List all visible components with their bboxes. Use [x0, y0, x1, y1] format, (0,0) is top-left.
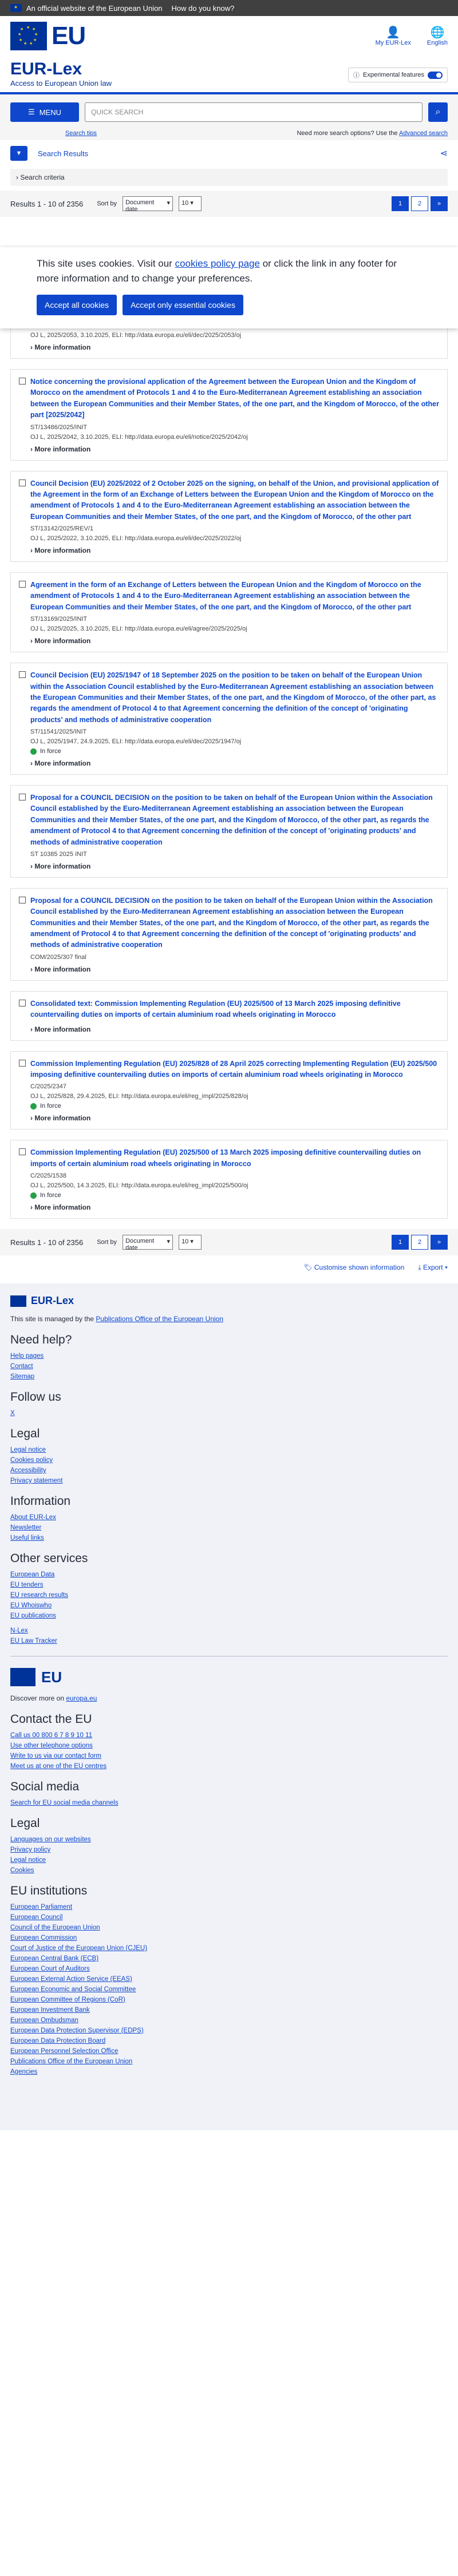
footer-link[interactable]: EU research results	[10, 1592, 68, 1599]
result-oj: OJ L, 2025/1947, 24.9.2025, ELI: http://data.europa.eu/eli/dec/2025/1947/oj	[30, 738, 242, 745]
footer-link[interactable]: Legal notice	[10, 1857, 46, 1864]
more-information-toggle[interactable]: › More information	[30, 546, 91, 554]
search-icon: ⌕	[435, 107, 441, 117]
more-information-label: More information	[34, 445, 91, 453]
contact-links	[10, 1732, 448, 1770]
result-title-link[interactable]: Notice concerning the provisional application of the Agreement between the European Union and the Kingdom of Morocco on the amendment of Protocols 1 and 4 to the Euro-Mediterranean Agreement establishing an association between the European Communities and their Member States, of the one part, and the Kingdom of Morocco, of the other part [2025/2042]	[30, 378, 439, 419]
follow-heading: Follow us	[10, 1390, 61, 1404]
footer-link[interactable]: Useful links	[10, 1535, 44, 1541]
legal-heading: Legal	[10, 1427, 40, 1440]
result-item	[10, 991, 448, 1041]
footer-link[interactable]: European Council	[10, 1914, 63, 1921]
footer-link[interactable]: Privacy policy	[10, 1846, 51, 1853]
select-checkbox[interactable]	[19, 581, 26, 588]
per-page-value: 10	[181, 200, 189, 207]
more-information-label: More information	[34, 862, 91, 870]
pagination	[392, 196, 448, 211]
result-code: C/2025/1538	[30, 1172, 66, 1179]
legal-links	[10, 1446, 448, 1484]
toggle-switch[interactable]	[428, 72, 443, 79]
accept-essential-cookies-button[interactable]: Accept only essential cookies	[123, 295, 243, 315]
cookie-text-2: or click the link in any footer for more information and to change your preferences.	[37, 258, 397, 284]
language-selector[interactable]	[427, 25, 448, 46]
official-text: An official website of the European Union	[26, 3, 163, 13]
footer-link[interactable]: Cookies	[10, 1867, 34, 1874]
more-information-toggle[interactable]: › More information	[30, 343, 91, 351]
customise-label: Customise shown information	[314, 1263, 405, 1271]
in-force-status	[30, 1192, 439, 1199]
advanced-search-hint	[297, 130, 448, 137]
more-information-label: More information	[34, 1025, 91, 1033]
footer-link[interactable]: Meet us at one of the EU centres	[10, 1763, 107, 1770]
share-icon[interactable]: ⋖	[440, 149, 448, 158]
more-information-label: More information	[34, 965, 91, 973]
result-code: C/2025/2347	[30, 1083, 66, 1091]
institutions-heading: EU institutions	[10, 1884, 88, 1897]
eu-flag-icon	[10, 1668, 35, 1686]
select-checkbox[interactable]	[19, 794, 26, 800]
export-label: Export	[423, 1263, 443, 1271]
my-eurlex-label: My EUR-Lex	[375, 39, 411, 46]
footer-link[interactable]: Languages on our websites	[10, 1836, 91, 1843]
cookie-text-1: This site uses cookies. Visit our	[37, 258, 172, 269]
result-code: ST/11541/2025/INIT	[30, 728, 87, 735]
footer-link[interactable]: Council of the European Union	[10, 1924, 100, 1931]
footer-link[interactable]: European Data Protection Board	[10, 2038, 106, 2044]
result-title-link[interactable]: Council Decision (EU) 2025/2022 of 2 October 2025 on the signing, on behalf of the Union, and provisional application of the Agreement in the form of an Exchange of Letters between the European Union and the Kingdom of Morocco on the amendment of Protocols 1 and 4 to the Euro-Mediterranean Agreement establishing an association between the European Communities and their Member States, of the one part, and the Kingdom of Morocco, of the other part	[30, 479, 439, 521]
footer-link[interactable]: EU publications	[10, 1612, 56, 1619]
page-2-button[interactable]: 2	[411, 196, 428, 211]
managed-by	[10, 1315, 448, 1323]
result-code: ST/13142/2025/REV/1	[30, 525, 94, 532]
more-information-toggle[interactable]: › More information	[30, 637, 91, 645]
footer-link[interactable]: Sitemap	[10, 1373, 35, 1380]
result-oj: OJ L, 2025/2025, 3.10.2025, ELI: http://data.europa.eu/eli/agree/2025/2025/oj	[30, 625, 247, 633]
social-heading: Social media	[10, 1780, 80, 1793]
result-code: COM/2025/307 final	[30, 953, 86, 961]
footer-link[interactable]: European External Action Service (EEAS)	[10, 1976, 132, 1983]
globe-icon: 🌐	[430, 26, 445, 39]
result-item	[10, 785, 448, 878]
result-item	[10, 888, 448, 981]
filter-icon: ▼	[15, 150, 22, 157]
per-page-value: 10	[181, 1238, 189, 1245]
result-item	[10, 663, 448, 775]
footer-link[interactable]: European Ombudsman	[10, 2017, 78, 2024]
discover-more	[10, 1694, 448, 1702]
footer-link[interactable]: European Committee of Regions (CoR)	[10, 1996, 125, 2003]
info-icon: ⓘ	[353, 72, 360, 79]
help-heading: Need help?	[10, 1333, 72, 1346]
eu-flag-logo-icon: ★ ★ ★ ★ ★ ★ ★ ★ ★	[10, 22, 47, 50]
select-checkbox[interactable]	[19, 671, 26, 678]
results-list	[0, 251, 458, 1219]
europa-link[interactable]: europa.eu	[66, 1694, 97, 1702]
my-eurlex-button[interactable]	[376, 25, 411, 46]
menu-button[interactable]	[10, 102, 79, 122]
result-oj: OJ L, 2025/828, 29.4.2025, ELI: http://data.europa.eu/eli/reg_impl/2025/828/oj	[30, 1093, 248, 1100]
search-help-row	[0, 130, 458, 140]
result-title-link[interactable]: Commission Implementing Regulation (EU) 2025/500 of 13 March 2025 imposing definitive countervailing duties on imports of certain aluminium road wheels originating in Morocco	[30, 1148, 421, 1168]
sort-select[interactable]	[123, 1235, 173, 1250]
cookie-banner	[0, 247, 458, 328]
tag-icon: 🏷	[303, 1263, 313, 1271]
select-checkbox[interactable]	[19, 479, 26, 486]
cookie-text	[37, 256, 421, 287]
footer-link[interactable]: European Court of Auditors	[10, 1965, 90, 1972]
more-information-label: More information	[34, 637, 91, 645]
sort-select[interactable]	[123, 196, 173, 211]
footer-link[interactable]: EU Whoiswho	[10, 1602, 52, 1609]
search-criteria-label: Search criteria	[20, 173, 65, 181]
result-oj: OJ L, 2025/2042, 3.10.2025, ELI: http://data.europa.eu/eli/notice/2025/2042/oj	[30, 433, 248, 441]
site-subtitle: Access to European Union law	[10, 79, 112, 88]
footer-link[interactable]: Cookies policy	[10, 1457, 53, 1464]
menu-label: MENU	[39, 108, 61, 117]
sort-value: Document date	[125, 1238, 155, 1251]
search-results-label: Search Results	[38, 149, 89, 158]
footer-link[interactable]: European Personnel Selection Office	[10, 2048, 119, 2055]
user-icon: 👤	[386, 26, 401, 39]
footer-link[interactable]: European Central Bank (ECB)	[10, 1955, 99, 1962]
chevron-down-icon: ▾	[167, 1238, 171, 1245]
footer-link[interactable]: Write to us via our contact form	[10, 1753, 101, 1759]
result-code: ST/13486/2025/INIT	[30, 423, 88, 431]
next-page-button[interactable]: »	[431, 1235, 448, 1250]
more-information-toggle[interactable]: › More information	[30, 1025, 91, 1033]
experimental-features-toggle[interactable]	[348, 68, 448, 82]
other-services-links	[10, 1571, 448, 1619]
quick-search-input[interactable]: QUICK SEARCH	[85, 102, 423, 122]
footer-brand[interactable]	[10, 1295, 448, 1307]
in-force-label: In force	[40, 1192, 61, 1199]
language-label: English	[427, 39, 448, 46]
select-checkbox[interactable]	[19, 897, 26, 903]
information-links	[10, 1514, 448, 1541]
select-checkbox[interactable]	[19, 378, 26, 385]
footer-link[interactable]: European Data	[10, 1571, 55, 1578]
results-toolbar-bottom	[0, 1229, 458, 1255]
select-checkbox[interactable]	[19, 1000, 26, 1006]
more-information-toggle[interactable]: › More information	[30, 862, 91, 870]
footer-link[interactable]: European Data Protection Supervisor (EDPS)	[10, 2027, 144, 2034]
experimental-label: Experimental features	[363, 72, 424, 78]
more-information-toggle[interactable]: › More information	[30, 445, 91, 453]
sort-by-label: Sort by	[97, 200, 117, 207]
sort-by-label: Sort by	[97, 1239, 117, 1246]
publications-office-link[interactable]: Publications Office of the European Union	[96, 1315, 224, 1323]
other-services-heading: Other services	[10, 1552, 88, 1565]
site-header	[0, 16, 458, 56]
official-banner	[0, 0, 458, 16]
result-item	[10, 1051, 448, 1130]
footer-link[interactable]: European Commission	[10, 1935, 77, 1941]
select-checkbox[interactable]	[19, 1148, 26, 1155]
footer-link[interactable]: European Economic and Social Committee	[10, 1986, 136, 1993]
footer-link[interactable]: Court of Justice of the European Union (CJEU)	[10, 1945, 148, 1952]
more-information-label: More information	[34, 343, 91, 351]
download-icon: ⤓	[418, 1263, 421, 1271]
more-information-label: More information	[34, 1203, 91, 1211]
eu-flag-icon	[10, 1295, 26, 1307]
results-count: Results 1 - 10 of 2356	[10, 1238, 84, 1247]
managed-text: This site is managed by the	[10, 1315, 94, 1323]
results-count: Results 1 - 10 of 2356	[10, 199, 84, 208]
search-tips-link[interactable]: Search tips	[65, 130, 97, 137]
results-header	[0, 140, 458, 167]
need-more-text: Need more search options? Use the	[297, 130, 398, 137]
result-code: ST 10385 2025 INIT	[30, 850, 87, 858]
social-links	[10, 1800, 448, 1806]
legal2-heading: Legal	[10, 1817, 40, 1830]
footer-brand-name: EUR-Lex	[31, 1295, 74, 1306]
results-tools	[0, 1260, 458, 1283]
result-item	[10, 369, 448, 461]
footer-link[interactable]: X	[10, 1410, 15, 1417]
footer-link[interactable]: EU tenders	[10, 1582, 44, 1588]
chevron-down-icon: ▾	[167, 200, 171, 207]
result-title-link[interactable]: Council Decision (EU) 2025/1947 of 18 September 2025 on the position to be taken on behalf of the European Union within the Association Council established by the Euro-Mediterranean Agreement establishing an association between the European Communities and their Member States, of the one part, and the Kingdom of Morocco, of the other part, as regards the amendment of Protocol 4 to that Agreement concerning the definition of the concept of 'originating products' and methods of administrative cooperation	[30, 671, 436, 724]
result-item	[10, 572, 448, 652]
result-item	[10, 1140, 448, 1219]
customise-button[interactable]	[303, 1263, 404, 1272]
more-information-label: More information	[34, 759, 91, 767]
in-force-label: In force	[40, 1103, 61, 1110]
in-force-label: In force	[40, 748, 61, 755]
more-information-toggle[interactable]: › More information	[30, 1114, 91, 1123]
eu-footer-logo[interactable]	[10, 1668, 448, 1686]
results-toolbar-top	[0, 191, 458, 217]
eu-wordmark: EU	[52, 22, 86, 50]
eu-footer-wordmark: EU	[41, 1668, 62, 1686]
footer-link[interactable]: EU Law Tracker	[10, 1638, 57, 1644]
result-title-link[interactable]: Proposal for a COUNCIL DECISION on the position to be taken on behalf of the European Union within the Association Council established by the Euro-Mediterranean Agreement establishing an association between the European Communities and their Member States, of the one part, and the Kingdom of Morocco, of the other part, as regards the amendment of Protocol 4 to that Agreement concerning the definition of the concept of 'originating products' and methods of administrative cooperation	[30, 896, 433, 949]
page-1-button[interactable]: 1	[392, 1235, 409, 1250]
institutions-links	[10, 1904, 448, 2075]
help-links	[10, 1353, 448, 1380]
footer-link[interactable]: European Parliament	[10, 1904, 73, 1911]
footer-link[interactable]: N-Lex	[10, 1627, 28, 1634]
footer	[0, 1283, 458, 2130]
per-page-select[interactable]: 10 ▾	[179, 1235, 202, 1250]
result-oj: OJ L, 2025/2022, 3.10.2025, ELI: http://data.europa.eu/eli/dec/2025/2022/oj	[30, 535, 242, 542]
other-services-links-2	[10, 1627, 448, 1644]
result-title-link[interactable]: Consolidated text: Commission Implementing Regulation (EU) 2025/500 of 13 March 2025 imposing definitive countervailing duties on imports of certain aluminium road wheels originating in Morocco	[30, 999, 401, 1019]
in-force-status	[30, 1103, 439, 1109]
footer-link[interactable]: European Investment Bank	[10, 2007, 90, 2014]
eu-logo[interactable]	[10, 22, 85, 50]
contact-heading: Contact the EU	[10, 1713, 92, 1726]
next-page-button[interactable]: »	[431, 196, 448, 211]
result-oj: OJ L, 2025/2053, 3.10.2025, ELI: http://data.europa.eu/eli/dec/2025/2053/oj	[30, 332, 242, 339]
in-force-status	[30, 748, 439, 755]
more-information-toggle[interactable]: › More information	[30, 1203, 91, 1211]
footer-link[interactable]: Legal notice	[10, 1446, 46, 1453]
footer-link[interactable]: Use other telephone options	[10, 1742, 93, 1749]
result-items	[10, 369, 448, 1219]
export-button[interactable]: ⤓ Export ▾	[418, 1263, 448, 1271]
sort-value: Document date	[125, 199, 155, 213]
header-tools	[376, 25, 448, 46]
footer-link[interactable]: Search for EU social media channels	[10, 1800, 119, 1806]
check-icon	[30, 1192, 37, 1199]
footer-link[interactable]: Help pages	[10, 1353, 44, 1360]
follow-links	[10, 1410, 448, 1417]
eu-flag-icon	[10, 4, 22, 12]
hamburger-icon: ☰	[28, 108, 35, 116]
per-page-select[interactable]: 10 ▾	[179, 196, 202, 211]
site-title[interactable]: EUR-Lex	[10, 60, 82, 78]
search-button[interactable]	[428, 102, 448, 122]
footer-link[interactable]: Agencies	[10, 2068, 38, 2075]
footer-link[interactable]: Privacy statement	[10, 1477, 63, 1484]
pagination	[392, 1235, 448, 1250]
page-2-button[interactable]: 2	[411, 1235, 428, 1250]
result-oj: OJ L, 2025/500, 14.3.2025, ELI: http://data.europa.eu/eli/reg_impl/2025/500/oj	[30, 1182, 248, 1189]
check-icon	[30, 1103, 37, 1109]
legal2-links	[10, 1836, 448, 1874]
search-bar	[0, 94, 458, 130]
advanced-search-link[interactable]: Advanced search	[399, 130, 448, 137]
accept-all-cookies-button[interactable]: Accept all cookies	[37, 295, 117, 315]
more-information-label: More information	[34, 546, 91, 554]
result-item	[10, 471, 448, 562]
result-code: ST/13169/2025/INIT	[30, 616, 88, 623]
search-criteria-toggle[interactable]: › Search criteria	[10, 169, 448, 186]
result-title-link[interactable]: Agreement in the form of an Exchange of Letters between the European Union and the Kingdom of Morocco on the amendment of Protocols 1 and 4 to the Euro-Mediterranean Agreement establishing an association between the European Communities and their Member States, of the one part, and the Kingdom of Morocco, of the other part	[30, 581, 421, 611]
footer-link[interactable]: About EUR-Lex	[10, 1514, 56, 1521]
footer-link[interactable]: Contact	[10, 1363, 33, 1370]
page-1-button[interactable]: 1	[392, 196, 409, 211]
filter-button[interactable]	[10, 146, 27, 161]
footer-link[interactable]: Publications Office of the European Union	[10, 2058, 133, 2065]
more-information-toggle[interactable]: › More information	[30, 759, 91, 767]
cookies-policy-link[interactable]: cookies policy page	[175, 258, 260, 269]
footer-link[interactable]: Accessibility	[10, 1467, 46, 1474]
information-heading: Information	[10, 1495, 71, 1508]
result-title-link[interactable]: Proposal for a COUNCIL DECISION on the position to be taken on behalf of the European Union within the Association Council established by the Euro-Mediterranean Agreement establishing an association between the European Communities and their Member States, of the one part, and the Kingdom of Morocco, of the other part, as regards the amendment of Protocol 4 to that Agreement concerning the definition of the concept of 'originating products' and methods of administrative cooperation	[30, 794, 433, 846]
footer-link[interactable]: Call us 00 800 6 7 8 9 10 11	[10, 1732, 93, 1739]
check-icon	[30, 748, 37, 755]
discover-text: Discover more on	[10, 1694, 65, 1702]
more-information-toggle[interactable]: › More information	[30, 965, 91, 973]
result-title-link[interactable]: Commission Implementing Regulation (EU) 2025/828 of 28 April 2025 correcting Implementing Regulation (EU) 2025/500 imposing definitive countervailing duties on imports of certain aluminium road wheels originating in Morocco	[30, 1059, 437, 1079]
more-information-label: More information	[34, 1114, 91, 1123]
how-do-you-know-link[interactable]: How do you know?	[171, 3, 235, 13]
footer-link[interactable]: Newsletter	[10, 1524, 42, 1531]
select-checkbox[interactable]	[19, 1060, 26, 1067]
